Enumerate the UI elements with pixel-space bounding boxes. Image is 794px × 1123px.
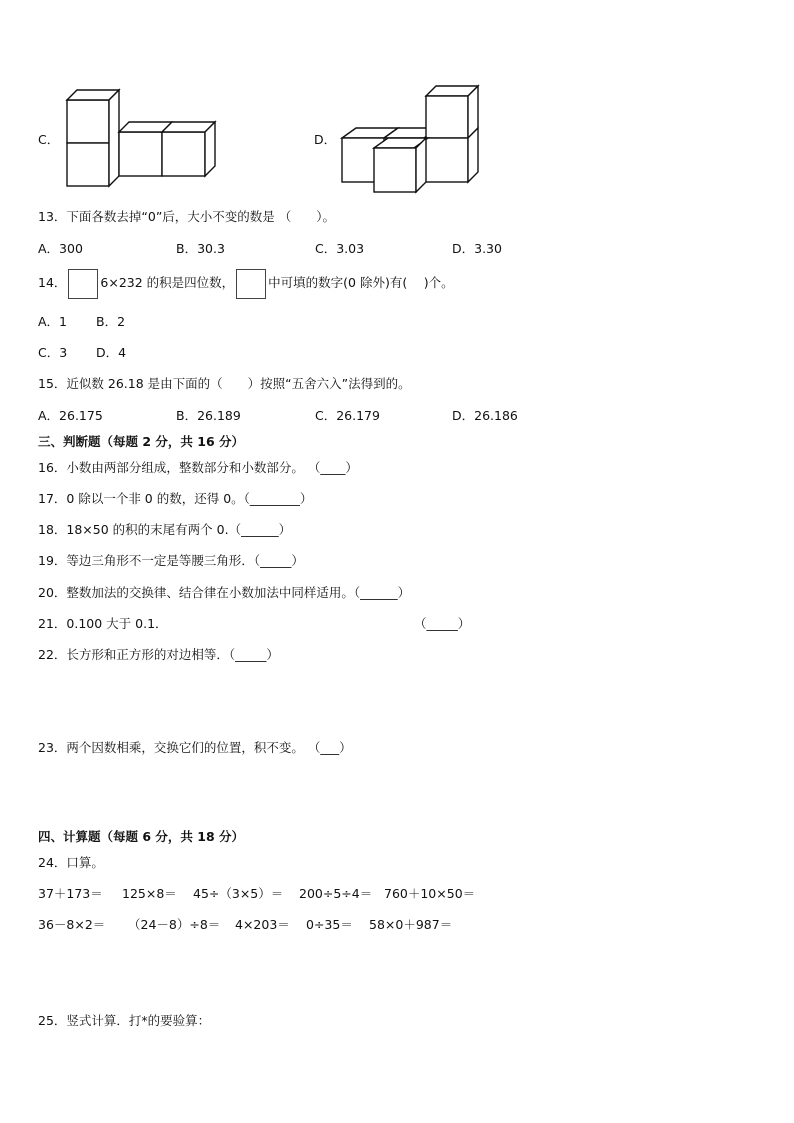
question-20: 20．整数加法的交换律、结合律在小数加法中同样适用。（______）	[38, 585, 411, 600]
cube-figure-c-svg	[60, 86, 230, 196]
q13-option-a[interactable]: A．300	[38, 241, 83, 256]
cube-figure-d-svg	[338, 82, 488, 194]
q14-middle: 6×232 的积是四位数，	[100, 275, 235, 290]
calc-row-1-item-4: 200÷5÷4＝	[299, 886, 373, 901]
q15-option-b[interactable]: B．26.189	[176, 408, 241, 423]
question-21-blank[interactable]: （_____）	[414, 616, 471, 631]
q13-option-c[interactable]: C．3.03	[315, 241, 365, 256]
calc-row-2-item-5: 58×0＋987＝	[369, 917, 453, 932]
option-c-label: C．	[38, 132, 60, 147]
q14-option-a[interactable]: A．1	[38, 314, 68, 329]
question-21: 21．0.100 大于 0.1．	[38, 616, 168, 631]
question-24: 24．口算。	[38, 855, 104, 870]
calc-row-1-item-2: 125×8＝	[122, 886, 177, 901]
question-23: 23．两个因数相乘，交换它们的位置，积不变。 （___）	[38, 740, 352, 755]
question-22: 22．长方形和正方形的对边相等．（_____）	[38, 647, 279, 662]
calc-row-1-item-1: 37＋173＝	[38, 886, 103, 901]
q14-blank-box-1[interactable]	[68, 269, 98, 299]
q14-option-c[interactable]: C．3	[38, 345, 68, 360]
q14-option-b[interactable]: B．2	[96, 314, 126, 329]
q14-option-d[interactable]: D．4	[96, 345, 127, 360]
calc-row-2-item-4: 0÷35＝	[306, 917, 353, 932]
cube-figure-d	[338, 82, 488, 197]
question-15: 15．近似数 26.18 是由下面的（ ）按照“五舍六入”法得到的。	[38, 376, 411, 391]
question-25: 25．竖式计算．打*的要验算：	[38, 1013, 211, 1028]
calc-row-2-item-2: （24－8）÷8＝	[128, 917, 221, 932]
q13-option-d[interactable]: D．3.30	[452, 241, 502, 256]
question-16: 16．小数由两部分组成，整数部分和小数部分。 （____）	[38, 460, 358, 475]
q15-option-a[interactable]: A．26.175	[38, 408, 103, 423]
option-d-label: D．	[314, 132, 337, 147]
question-19: 19．等边三角形不一定是等腰三角形．（_____）	[38, 553, 304, 568]
q13-option-b[interactable]: B．30.3	[176, 241, 225, 256]
question-14	[38, 268, 454, 299]
calc-row-2-item-1: 36－8×2＝	[38, 917, 106, 932]
section-3-title: 三、判断题（每题 2 分，共 16 分）	[38, 434, 245, 449]
question-13: 13．下面各数去掉“0”后，大小不变的数是 （ ）。	[38, 209, 336, 224]
q14-blank-box-2[interactable]	[236, 269, 266, 299]
calc-row-1-item-5: 760＋10×50＝	[384, 886, 476, 901]
question-17: 17．0 除以一个非 0 的数，还得 0。（________）	[38, 491, 313, 506]
calc-row-1-item-3: 45÷（3×5）＝	[193, 886, 284, 901]
cube-figure-c	[60, 86, 230, 199]
q15-option-c[interactable]: C．26.179	[315, 408, 380, 423]
section-4-title: 四、计算题（每题 6 分，共 18 分）	[38, 829, 245, 844]
q14-prefix: 14．	[38, 275, 67, 290]
question-18: 18．18×50 的积的末尾有两个 0.（______）	[38, 522, 292, 537]
q15-option-d[interactable]: D．26.186	[452, 408, 518, 423]
calc-row-2-item-3: 4×203＝	[235, 917, 290, 932]
q14-suffix: 中可填的数字(0 除外)有( )个。	[268, 275, 454, 290]
